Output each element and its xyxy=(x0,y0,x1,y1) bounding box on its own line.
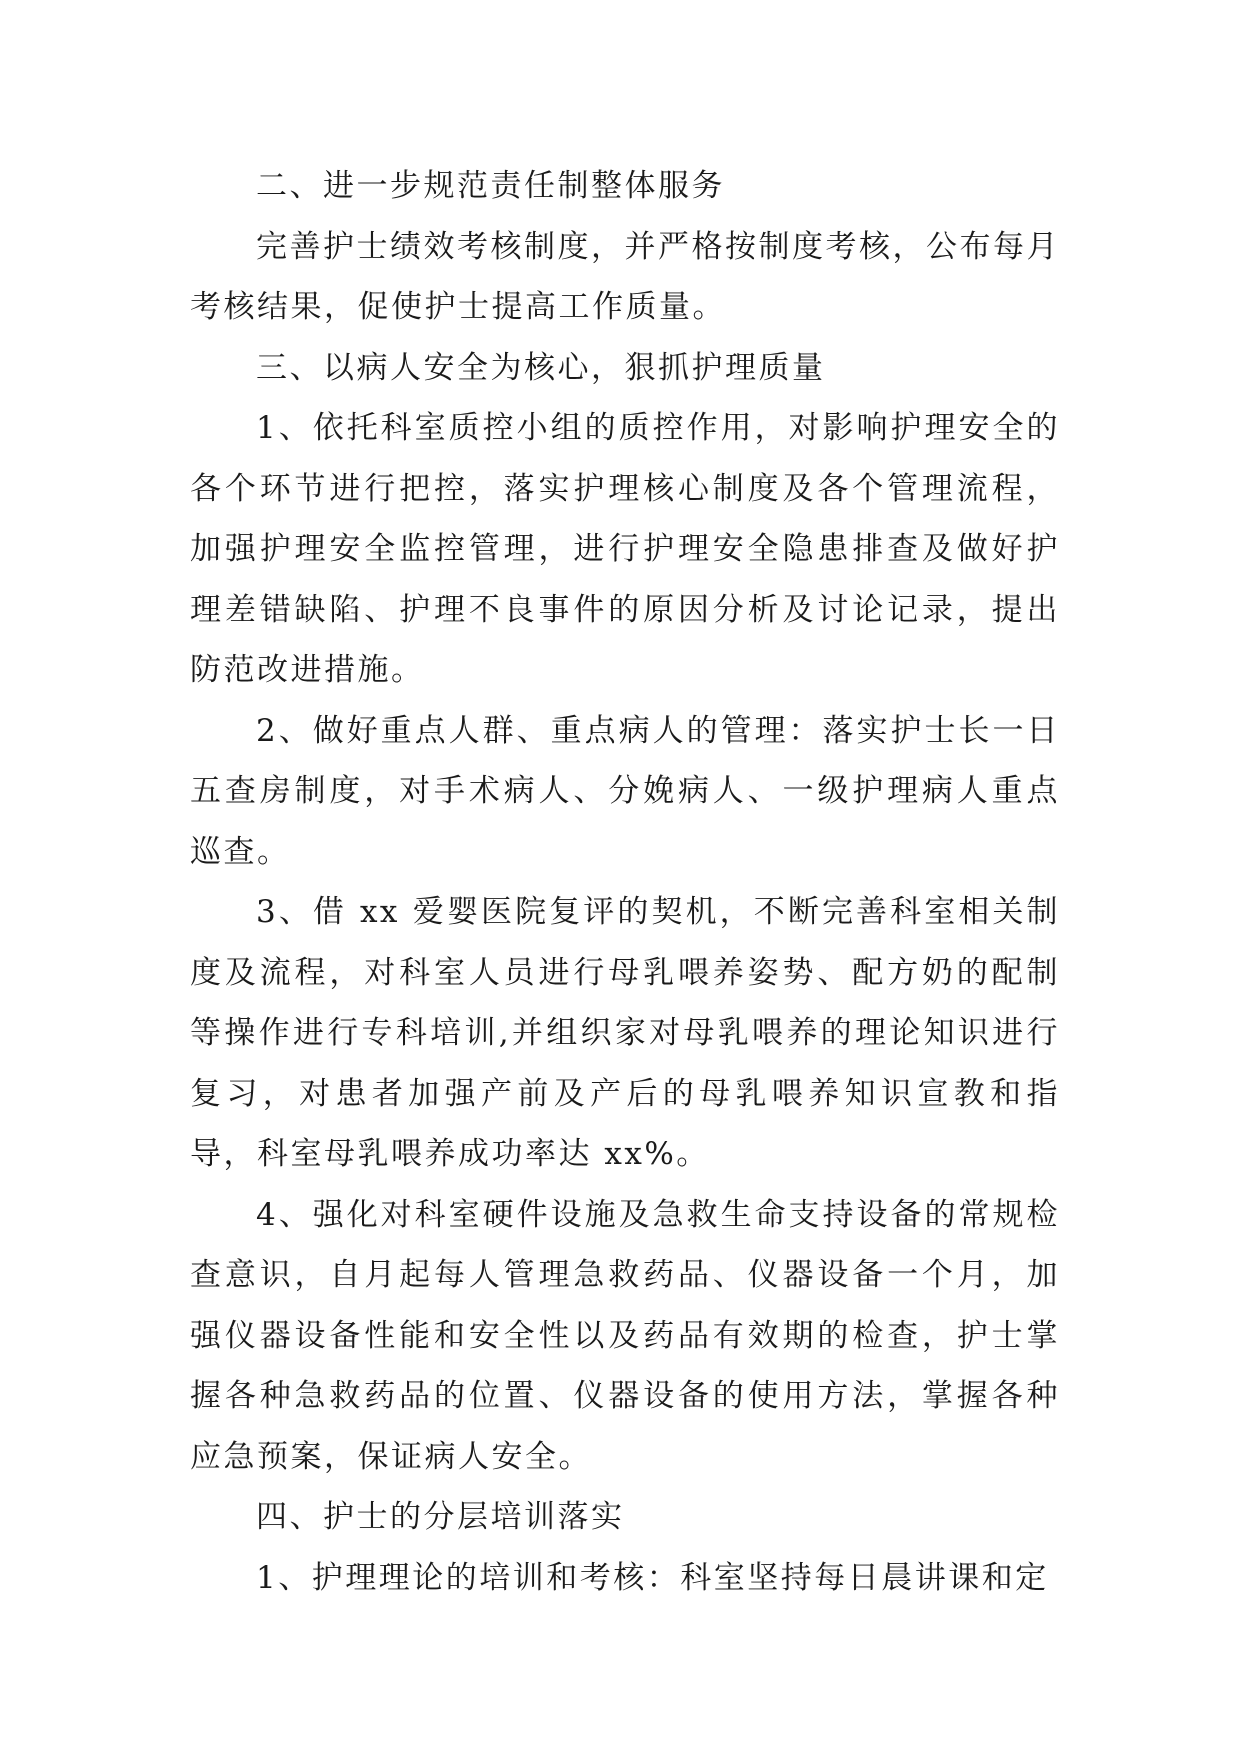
document-body xyxy=(190,156,1060,1608)
paragraph: 2、做好重点人群、重点病人的管理：落实护士长一日五查房制度，对手术病人、分娩病人、一级护理病人重点巡查。 xyxy=(190,712,1060,870)
paragraph: 1、护理理论的培训和考核：科室坚持每日晨讲课和定 xyxy=(256,1559,1049,1596)
section-heading: 二、进一步规范责任制整体服务 xyxy=(256,168,725,204)
section-heading: 四、护士的分层培训落实 xyxy=(256,1499,625,1535)
paragraph: 3、借 xx 爱婴医院复评的契机，不断完善科室相关制度及流程，对科室人员进行母乳喂养姿势、配方奶的配制等操作进行专科培训,并组织家对母乳喂养的理论知识进行复习，对患者加强产前及产后的母乳喂养知识宣教和指导，科室母乳喂养成功率达 xx%。 xyxy=(190,894,1060,1172)
section-heading: 三、以病人安全为核心，狠抓护理质量 xyxy=(256,349,826,386)
paragraph: 4、强化对科室硬件设施及急救生命支持设备的常规检查意识，自月起每人管理急救药品、仪器设备一个月，加强仪器设备性能和安全性以及药品有效期的检查，护士掌握各种急救药品的位置、仪器设备的使用方法，掌握各种应急预案，保证病人安全。 xyxy=(190,1196,1060,1475)
paragraph: 完善护士绩效考核制度，并严格按制度考核，公布每月考核结果，促使护士提高工作质量。 xyxy=(190,228,1060,325)
paragraph: 1、依托科室质控小组的质控作用，对影响护理安全的各个环节进行把控，落实护理核心制度及各个管理流程，加强护理安全监控管理，进行护理安全隐患排查及做好护理差错缺陷、护理不良事件的原因分析及讨论记录，提出防范改进措施。 xyxy=(190,410,1060,688)
